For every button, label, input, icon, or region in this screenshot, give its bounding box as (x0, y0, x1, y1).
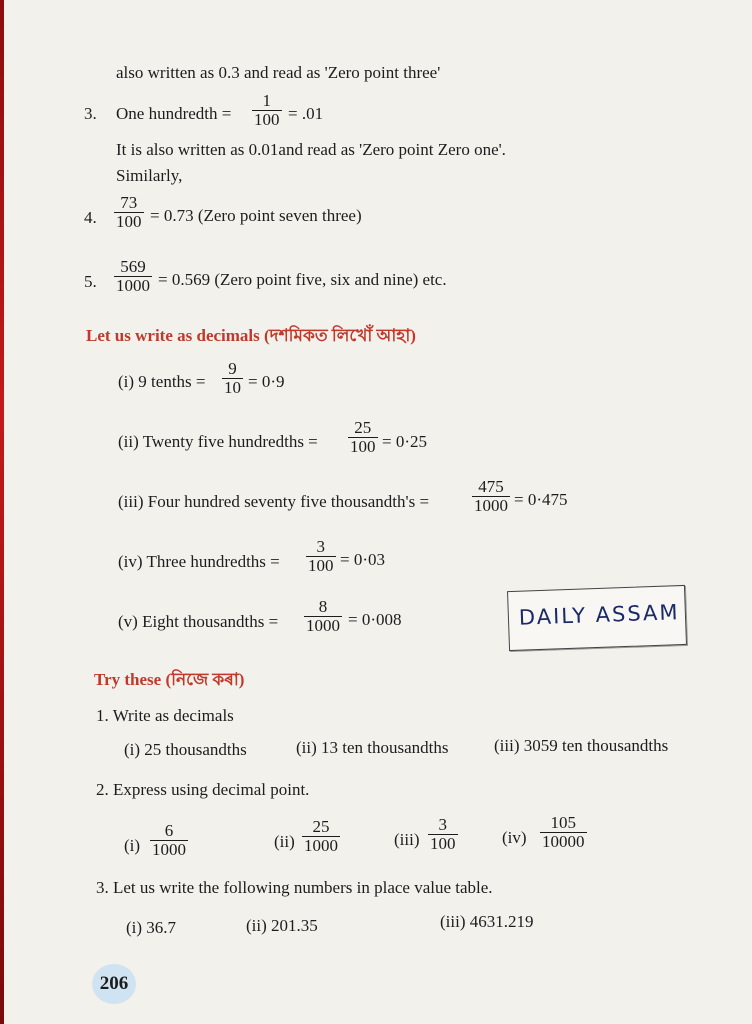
text-line: Similarly, (116, 166, 183, 185)
denominator: 100 (430, 834, 456, 853)
text-line: also written as 0.3 and read as 'Zero point three' (116, 63, 441, 82)
denominator: 100 (254, 110, 280, 129)
denominator: 1000 (116, 276, 150, 295)
numerator: 3 (316, 537, 325, 556)
text-line: It is also written as 0.01and read as 'Zero point Zero one'. (116, 140, 506, 159)
question-option: (iii) 3059 ten thousandths (494, 736, 669, 755)
fraction (252, 92, 282, 129)
item-number: 3. (84, 104, 97, 123)
question-option: (i) 25 thousandths (124, 740, 247, 759)
fraction (348, 419, 378, 456)
numerator: 25 (312, 817, 330, 836)
exercise-label: (ii) Twenty five hundredths = (118, 432, 318, 451)
numerator: 73 (120, 193, 138, 212)
denominator: 1000 (304, 836, 338, 855)
page-number-text: 206 (99, 973, 129, 994)
denominator: 100 (116, 212, 142, 231)
exercise-value: = 0·008 (348, 610, 402, 629)
question-text: 2. Express using decimal point. (96, 780, 310, 799)
section-heading: Let us write as decimals (দশমিকত লিখোঁ আহা) (86, 326, 416, 345)
numerator: 1 (262, 91, 271, 110)
exercise-label: (iii) Four hundred seventy five thousandth's = (118, 492, 430, 511)
exercise-value: = 0·03 (340, 550, 385, 569)
exercise-label: (v) Eight thousandths = (118, 612, 279, 631)
numerator: 6 (164, 821, 174, 840)
question-option: (ii) 201.35 (246, 916, 318, 935)
item-value: = .01 (288, 104, 324, 123)
numerator: 9 (228, 359, 237, 378)
fraction (540, 814, 587, 851)
item-number: 4. (84, 208, 97, 227)
item-value: = 0.569 (Zero point five, six and nine) etc. (158, 270, 447, 289)
fraction (222, 360, 243, 397)
question-option: (ii) 13 ten thousandths (296, 738, 449, 757)
denominator: 10000 (542, 832, 585, 851)
exercise-label: (i) 9 tenths = (118, 372, 206, 391)
daily-assam-stamp (507, 585, 687, 651)
numerator: 569 (120, 257, 146, 276)
exercise-value: = 0·25 (382, 432, 427, 451)
question-option: (iii) 4631.219 (440, 912, 534, 931)
fraction (150, 822, 188, 859)
fraction (114, 194, 144, 231)
section-heading: Try these (নিজে কৰা) (94, 670, 245, 689)
question-option-label: (ii) (274, 832, 295, 851)
numerator: 475 (478, 477, 504, 496)
denominator: 100 (308, 556, 334, 575)
fraction (306, 538, 336, 575)
item-text: One hundredth = (116, 104, 232, 123)
fraction (114, 258, 152, 295)
numerator: 25 (354, 418, 372, 437)
fraction (428, 816, 458, 853)
page-edge (0, 0, 4, 1024)
page-number (92, 964, 136, 1004)
fraction (472, 478, 510, 515)
exercise-value: = 0·9 (248, 372, 285, 391)
exercise-value: = 0·475 (514, 490, 568, 509)
denominator: 1000 (152, 840, 186, 859)
denominator: 100 (350, 437, 376, 456)
numerator: 3 (438, 815, 447, 834)
question-option-label: (iv) (502, 828, 527, 847)
numerator: 105 (550, 813, 576, 832)
fraction (304, 598, 342, 635)
item-number: 5. (84, 272, 97, 291)
question-text: 3. Let us write the following numbers in place value table. (96, 878, 493, 897)
question-text: 1. Write as decimals (96, 706, 234, 725)
item-value: = 0.73 (Zero point seven three) (150, 206, 362, 225)
denominator: 10 (224, 378, 241, 397)
question-option-label: (i) (124, 836, 141, 855)
question-option-label: (iii) (394, 830, 420, 849)
fraction (302, 818, 340, 855)
exercise-label: (iv) Three hundredths = (118, 552, 280, 571)
question-option: (i) 36.7 (126, 918, 177, 937)
stamp-text: DAILY ASSAM (518, 600, 680, 630)
denominator: 1000 (474, 496, 508, 515)
numerator: 8 (318, 597, 328, 616)
denominator: 1000 (306, 616, 340, 635)
